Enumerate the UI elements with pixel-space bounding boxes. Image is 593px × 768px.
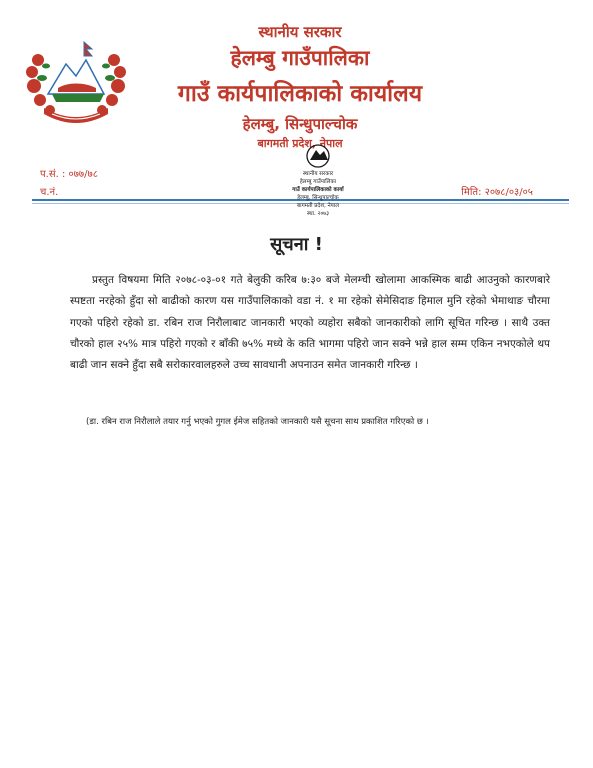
header-office-name: गाउँ कार्यपालिकाको कार्यालय xyxy=(177,81,423,107)
stamp-line-1: स्थानीय सरकार xyxy=(302,171,334,177)
stamp-line-6: स्था. २०७३ xyxy=(307,211,329,217)
stamp-line-5: बागमती प्रदेश, नेपाल xyxy=(297,203,339,209)
header-government-label: स्थानीय सरकार xyxy=(258,23,342,41)
dispatch-number: च.नं. xyxy=(40,187,59,198)
header-municipality-name: हेलम्बु गाउँपालिका xyxy=(230,46,370,70)
header-province: बागमती प्रदेश, नेपाल xyxy=(257,137,343,150)
stamp-line-4: हेलम्बु, सिन्धुपाल्चोक xyxy=(297,195,339,201)
stamp-line-2: हेलम्बु गाउँपालिका xyxy=(299,179,337,185)
nepal-emblem-icon xyxy=(22,38,130,126)
notice-body: प्रस्तुत विषयमा मिति २०७८-०३-०१ गते बेलुकी करिब ७:३० बजे मेलम्ची खोलामा आकस्मिक बाढी आउनुको कारणबारे स्पष्टता नरहेको हुँदा सो बाढीको कारण यस गाउँपालिकाको वडा नं. १ मा रहेको सेमेसिदाङ हिमाल मुनि रहेको भेमाथाङ चौरमा गएको पहिरो रहेको डा. रबिन राज निरौलाबाट जानकारी भएको व्यहोरा सबैको जानकारीको लागि सूचित गरिन्छ । साथै उक्त चौरको हाल २५% मात्र पहिरो गएको र बाँकी ७५% मध्ये के कति भागमा पहिरो जान सक्ने भन्ने हाल सम्म एकिन नभएकोले थप बाढी जान सक्ने हुँदा सबै सरोकारवालहरुले उच्च सावधानी अपनाउन समेत जानकारी गरिन्छ । xyxy=(70,274,550,372)
reference-number: प.सं. : ०७७/७८ xyxy=(40,169,98,180)
letter-date: मिति: २०७८/०३/०५ xyxy=(461,187,533,198)
stamp-line-3: गाउँ कार्यपालिकाको कार्या xyxy=(292,187,344,193)
notice-footnote: (डा. रबिन राज निरौलाले तयार गर्नु भएको गुगल ईमेज सहितको जानकारी यसै सूचना साथ प्रकाशित गरिएको छ । xyxy=(86,417,429,427)
notice-title: सूचना ! xyxy=(270,234,323,255)
office-stamp-icon xyxy=(268,142,368,224)
header-address: हेलम्बु, सिन्धुपाल्चोक xyxy=(242,115,358,133)
